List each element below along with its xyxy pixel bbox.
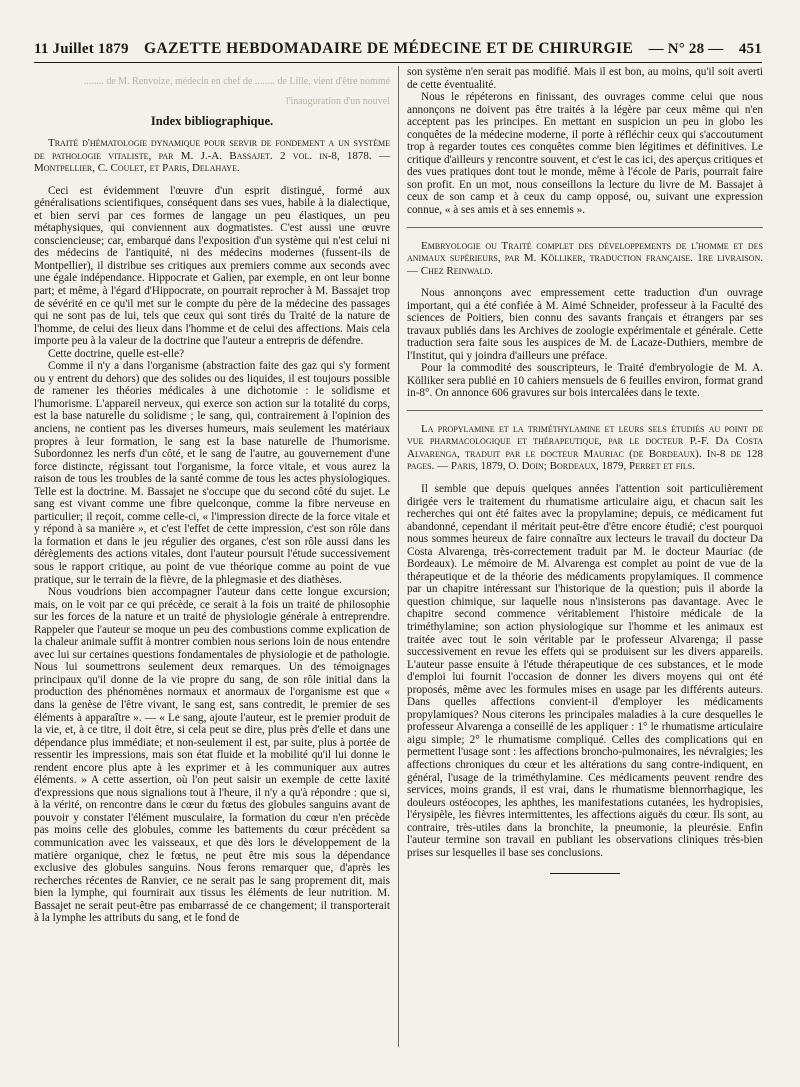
paragraph: Comme il n'y a dans l'organisme (abstraction faite des gaz qui s'y forment ou y entrent du dehors) que des solides ou des liquides, il est toujours possible de ramener les théories médicales à une dichotomie : le solidisme et l'humorisme. L'appareil nerveux, qui exerce son action sur la totalité du corps, est la base naturelle du solidisme ; le sang, qui, contrairement à l'opinion des anciens, ne contient pas les diverses humeurs, mais seulement les matériaux propres à leur formation, le sang est la base naturelle de l'humorisme. Subordonnez les nerfs d'un côté, et le sang de l'autre, au gouvernement d'une force distincte, régissant tout l'organisme, la force vitale, et vous aurez la raison de tous les troubles de la santé comme de tous les actes physiologiques. Telle est la doctrine. M. Bassajet ne s'occupe que du second côté du sujet. Le sang est vivant comme une fibre quelconque, comme la fibre nerveuse en particulier; il reçoit, comme celle-ci, « l'impression directe de la force vitale et y répond à sa manière », et c'est l'effet de cette impression, c'est son rôle dans la formation et dans le jeu régulier des organes, c'est son rôle aussi dans les dérèglements des actions vitales, dont l'auteur poursuit l'étude successivement sous le rapport critique, au point de vue théorique comme au point de vue pratique, sur le terrain de la fièvre, de la phlegmasie et des diathèses. (34, 360, 390, 586)
paragraph: Cette doctrine, quelle est-elle? (48, 347, 185, 360)
book-entry-heading: Embryologie ou Traité complet des développements de l'homme et des animaux supérieurs, par M. Kölliker, traduction française. 1re livraison. — Chez Reinwald. (407, 239, 763, 277)
paragraph: Pour la commodité des souscripteurs, le Traité d'embryologie de M. A. Kölliker sera publié en 10 cahiers mensuels de 6 feuilles environ, format grand in-8°. On annonce 606 gravures sur bois intercalées dans le texte. (407, 362, 763, 400)
paragraph: Nous le répéterons en finissant, des ouvrages comme celui que nous annonçons ne doivent pas être traités à la légère par ceux même qui n'en acceptent pas les principes. En mettant en suspicion un peu in globo les conquêtes de la médecine moderne, il porte à réfléchir ceux qui s'accoutument trop à regarder toutes ces conquêtes comme bien légitimes et définitives. Le critique d'ailleurs y rencontre souvent, et c'est le cas ici, des aperçus critiques et des vues pratiques dont tout le monde, même à l'école de Paris, pourrait faire son profit. En un mot, nous conseillons la lecture du livre de M. Bassajet à ceux de son camp et à ceux du camp opposé, ou, suivant une expression connue, « à ses amis et à ses ennemis ». (407, 91, 763, 217)
journal-title: GAZETTE HEBDOMADAIRE DE MÉDECINE ET DE CHIRURGIE (144, 40, 634, 57)
entry-divider (407, 227, 763, 228)
book-entry-heading: La propylamine et la triméthylamine et leurs sels étudiés au point de vue pharmacologique et thérapeutique, par le docteur P.-F. Da Costa Alvarenga, traduit par le docteur Mauriac (de Bordeaux). In-8 de 128 pages. — Paris, 1879, O. Doin; Bordeaux, 1879, Perret et fils. (407, 422, 763, 473)
book-entry-heading: Traité d'hématologie dynamique pour servir de fondement a un système de pathologie vitaliste, par M. J.-A. Bassajet. 2 vol. in-8, 1878. — Montpellier, C. Coulet, et Paris, Delahaye. (34, 137, 390, 175)
paragraph: Nous voudrions bien accompagner l'auteur dans cette longue excursion; mais, on le voit par ce qui précède, ce serait à la fois un traité de philosophie sur les forces de la nature et un traité de physiologie générale à entreprendre. Rappeler que l'auteur se moque un peu des combustions comme explication de la chaleur animale suffit à montrer combien nous serions loin de nous entendre avec lui sur certaines questions fondamentales de physiologie et de pathologie. Nous lui soumettrons seulement deux remarques. Un des témoignages principaux qu'il donne de la vie propre du sang, de son rôle initial dans la production des phénomènes normaux et anormaux de l'organisme est que « dans la genèse de l'être vivant, le sang est, sans contredit, le premier de ses éléments à apparaître ». — « Le sang, ajoute l'auteur, est le premier produit de la vie, et, à ce titre, il doit être, si cela peut se dire, plus près d'elle et dans une dépendance plus immédiate; et non-seulement il est, par suite, plus à portée de ressentir les impressions, mais son état fluide et la mobilité qu'il lui donne le rendent encore plus apte à les exprimer et à les communiquer aux autres éléments. » A cette assertion, où l'on peut saisir un exemple de cette laxité d'expressions que nous signalions tout à l'heure, il n'y a qu'à répondre : que si, à la vérité, on rencontre dans le cœur du fœtus des globules sanguins avant de pouvoir y constater l'élément musculaire, la formation du cœur n'en précède pas moins celle des globules, comme les battements du cœur précèdent sa communication avec les vaisseaux, et que dès lors le développement de la matière organique, chez le fœtus, ne peut être mis sous la dépendance exclusive des globules sanguins. Nous ferons remarquer que, d'après les recherches récentes de Ranvier, ce ne serait pas le sang proprement dit, mais bien la lymphe, qui fournirait aux tissus les éléments de leur nutrition. M. Bassajet ne serait peut-être pas embarrassé de ce changement; il transporterait à la lymphe les attributs du sang, et le fond de (34, 586, 390, 925)
paragraph: son système n'en serait pas modifié. Mais il est bon, au moins, qu'il soit averti de cette éventualité. (407, 66, 763, 91)
paragraph: Il semble que depuis quelques années l'attention soit particulièrement dirigée vers le traitement du rhumatisme articulaire aigu, et chacun sait les recherches qui ont été faites avec la propylamine; depuis, ce médicament fut abandonné, cependant il méritait peut-être d'être encore étudié; c'est pourquoi nous sommes heureux de faire connaître aux lecteurs le travail du docteur Da Costa Alvarenga, très-correctement traduit par M. le docteur Mauriac (de Bordeaux). Le mémoire de M. Alvarenga est complet au point de vue de la thérapeutique et de la théorie des médicaments propylamiques. Il commence par un chapitre intéressant sur l'historique de la question; puis il aborde la question chimique, sur laquelle nous n'insisterons pas davantage. Avec le chapitre second commence véritablement l'histoire médicale de la triméthylamine; son action physiologique sur l'homme et les animaux est traitée avec tout le soin véritable par le professeur Alvarenga; il passe successivement en revue les effets qui se produisent sur les divers appareils. L'auteur passe ensuite à l'étude thérapeutique de ces substances, et le mode d'emploi lui fournit l'occasion de donner les divers moyens qui ont été proposés, même avec les formules mises en usage par les différents auteurs. Dans quelles affections convient-il d'employer les médicaments propylamiques? Nous citerons les principales maladies à la cure desquelles le professeur Alvarenga a conseillé de les appliquer : 1° le rhumatisme articulaire aigu simple; 2° le rhumatisme compliqué. Celles des complications qui en permettent l'usage sont : les affections broncho-pulmonaires, les névralgies; les affections chroniques du cœur et les altérations du sang contre-indiquent, en général, l'usage de la triméthylamine. Ces médicaments peuvent rendre des services, moins grands, il est vrai, dans le rhumatisme blennorrhagique, les douleurs ostéocopes, les aphthes, les manifestations cutanées, les hydropisies, l'érysipèle, les fièvres intermittentes, les affections aiguës du cœur. Ils sont, au contraire, très-utiles dans la bronchite, la pneumonie, la pleurésie. Enfin l'auteur termine son travail en publiant les observations cliniques très-bien prises sur lesquelles il base ses conclusions. (407, 482, 763, 859)
right-column (407, 66, 763, 1067)
entry-divider (407, 410, 763, 411)
column-divider (398, 66, 399, 1047)
left-column (34, 66, 390, 1067)
page-header (34, 40, 762, 63)
paragraph: Ceci est évidemment l'œuvre d'un esprit distingué, formé aux généralisations scientifiques, conséquent dans ses vues, habile à la dialectique, et bien servi par ces formes de langage un peu élastiques, un peu métaphysiques, qui conviennent aux dogmatistes. C'est aussi une œuvre consciencieuse; car, embarqué dans l'exposition d'un système qui n'est celui ni des médecins de l'antiquité, ni des médecins modernes (fussent-ils de Montpellier), il distribue ses critiques aux premiers comme aux seconds avec une égale indépendance. Hippocrate et Galien, par exemple, en ont leur bonne part; et même, à l'égard d'Hippocrate, on pourrait reprocher à M. Bassajet trop de sévérité en ce qu'il met sur le compte du père de la médecine des passages qui ne sont pas de lui, tels que ceux qui sont tirés du Traité de la nature de l'homme, de celui des lieux dans l'homme et de celui des affections. Mais cela importe peu à la valeur de la doctrine que l'auteur a entrepris de défendre. (34, 184, 390, 348)
issue-date: 11 Juillet 1879 (34, 41, 129, 57)
paragraph: Nous annonçons avec empressement cette traduction d'un ouvrage important, qui a été confiée à M. Aimé Schneider, professeur à la Faculté des sciences de Poitiers, bien connu des savants français et étrangers par ses travaux publiés dans les Archives de zoologie expérimentale et générale. Cette traduction sera faite sous les auspices de M. de Lacaze-Duthiers, membre de l'Institut, qui y joindra d'ailleurs une préface. (407, 287, 763, 362)
section-title: Index bibliographique. (150, 113, 274, 128)
bleed-through-text: ........ de M. Renvoize, médecin en chef de ........ de Lille, vient d'être nommé (83, 76, 390, 87)
bleed-through-text-2: l'inauguration d'un nouvel (285, 96, 390, 107)
end-rule (550, 873, 620, 874)
issue-number: — N° 28 — (648, 41, 724, 57)
page-number: 451 (738, 41, 762, 57)
